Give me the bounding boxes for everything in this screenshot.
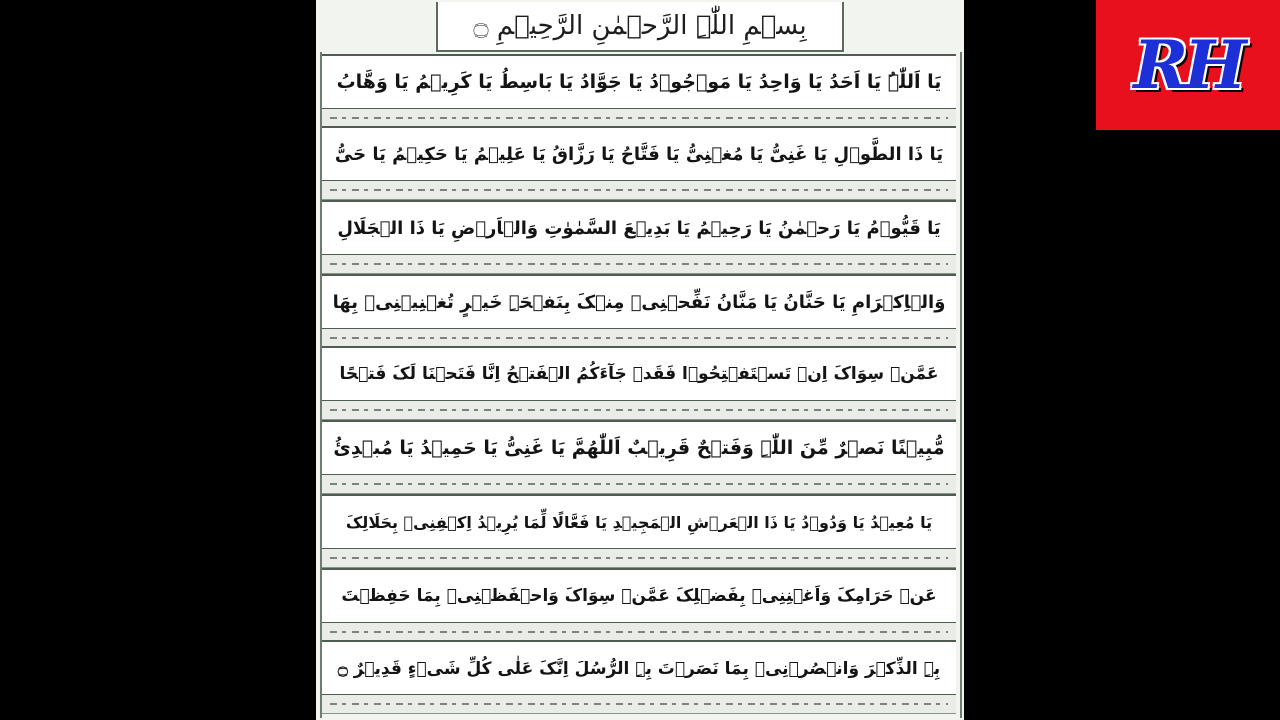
verse-line	[322, 420, 956, 477]
verse-line	[322, 494, 956, 551]
verse-text: یَا اَللّٰہُ یَا اَحَدُ یَا وَاحِدُ یَا مَوۡجُوۡدُ یَا جَوَّادُ یَا بَاسِطُ یَا کَرِیۡمُ یَا وَھَّابُ	[336, 71, 942, 93]
verse-row	[322, 640, 956, 718]
verse-row	[322, 200, 956, 278]
verse-text: وَالۡاِکۡرَامِ یَا حَنَّانُ یَا مَنَّانُ نَفِّحۡنِیۡ مِنۡکَ بِنَفۡحَۃِ خَیۡرٍ تُغۡنِیۡنِیۡ بِھَا	[332, 291, 946, 313]
verse-text: یَا مُعِیۡدُ یَا وَدُوۡدُ یَا ذَا الۡعَرۡشِ الۡمَجِیۡدِ یَا فَعَّالًا لِّمَا یُرِیۡدُ اِکۡفِنِیۡ بِحَلَالِکَ	[345, 512, 933, 532]
verse-line	[322, 126, 956, 183]
verse-row	[322, 274, 956, 352]
channel-logo	[1096, 0, 1280, 130]
verse-row	[322, 568, 956, 646]
translation-line	[322, 255, 956, 274]
translation-line	[322, 475, 956, 494]
logo-text: RH	[1133, 26, 1243, 104]
verse-line	[322, 200, 956, 257]
translation-line	[322, 181, 956, 200]
verse-row	[322, 346, 956, 424]
verse-row	[322, 54, 956, 132]
verse-line	[322, 640, 956, 697]
verse-line	[322, 274, 956, 331]
verse-line	[322, 568, 956, 625]
verse-row	[322, 126, 956, 204]
verse-line	[322, 54, 956, 111]
bismillah-text: بِسۡمِ اللّٰہِ الرَّحۡمٰنِ الرَّحِیۡمِ ۝	[473, 11, 807, 41]
bismillah-box	[436, 2, 844, 52]
verse-text: یَا ذَا الطَّوۡلِ یَا غَنِیُّ یَا مُغۡنِیُّ یَا فَتَّاحُ یَا رَزَّاقُ یَا عَلِیۡمُ یَا حَکِیۡمُ یَا حَیُّ	[334, 143, 944, 165]
verse-row	[322, 420, 956, 498]
verse-line	[322, 346, 956, 403]
verse-text: عَمَّنۡ سِوَاکَ اِنۡ تَسۡتَفۡتِحُوۡا فَقَدۡ جَآءَکُمُ الۡفَتۡحُ اِنَّا فَتَحۡنَا لَکَ فَتۡحًا	[339, 364, 939, 384]
verse-text: عَنۡ حَرَامِکَ وَاَغۡنِنِیۡ بِفَضۡلِکَ عَمَّنۡ سِوَاکَ وَاحۡفَظۡنِیۡ بِمَا حَفِظۡتَ	[341, 586, 937, 606]
translation-line	[322, 401, 956, 420]
translation-line	[322, 695, 956, 714]
translation-line	[322, 549, 956, 568]
verse-text: یَا قَیُّوۡمُ یَا رَحۡمٰنُ یَا رَحِیۡمُ یَا بَدِیۡعَ السَّمٰوٰتِ وَالۡاَرۡضِ یَا ذَا الۡجَلَالِ	[337, 217, 941, 239]
verse-text: بِہِ الذِّکۡرَ وَانۡصُرۡنِیۡ بِمَا نَصَرۡتَ بِہِ الرُّسُلَ اِنَّکَ عَلٰی کُلِّ شَیۡءٍ قَدِیۡرٌ ۝	[337, 658, 941, 679]
document-page	[316, 0, 964, 720]
verse-text: مُّبِیۡنًا نَصۡرٌ مِّنَ اللّٰہِ وَفَتۡحٌ قَرِیۡبٌ اَللّٰھُمَّ یَا غَنِیُّ یَا حَمِیۡدُ یَا مُبۡدِئُ	[333, 437, 945, 459]
verse-row	[322, 494, 956, 572]
